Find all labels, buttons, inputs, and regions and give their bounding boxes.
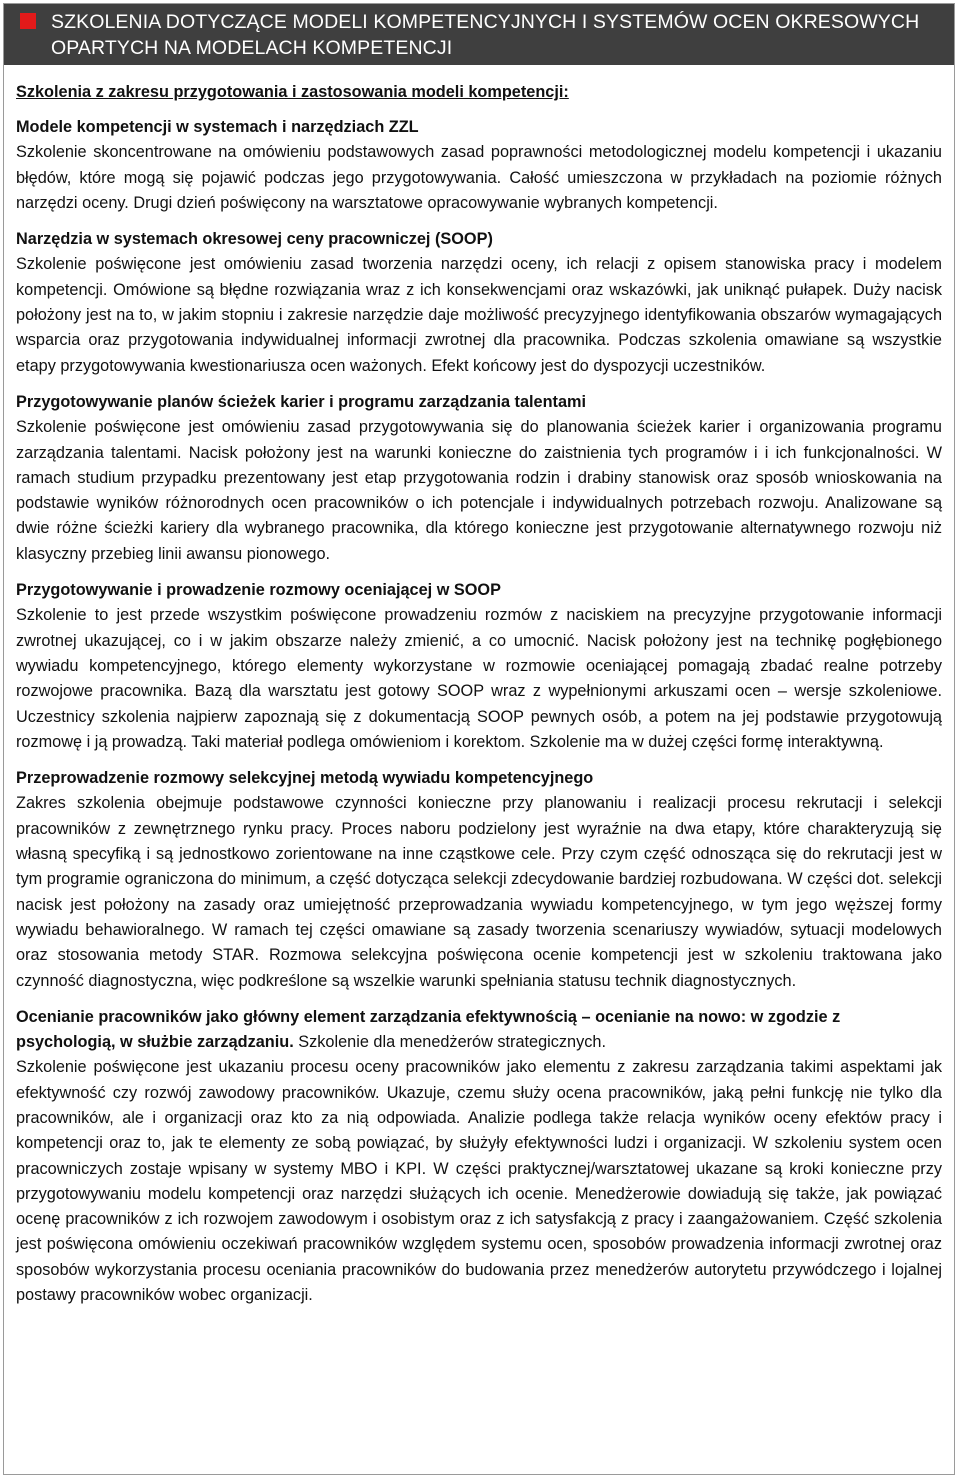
section-body: Szkolenie poświęcone jest ukazaniu procesu oceny pracowników jako elementu z zakresu zarządzania takimi aspektami jak efektywność czy rozwój zawodowy pracowników. Ukazuje, czemu służy ocena pracowników, jaką pełni funkcję nie tylko dla pracowników, ale i organizacji oraz kto za nią odpowiada. Analizie podlega także relacja wyników oceny efektów pracy i kompetencji oraz to, jak te elementy ze sobą powiązać, by służyły efektywności ludzi i organizacji. W szkoleniu system ocen pracowniczych zostaje wpisany w systemy MBO i KPI. W części praktycznej/warsztatowej ukazane są kroki konieczne przy przygotowywaniu modelu kompetencji oraz narzędzi służących ich ocenie. Menedżerowie dowiadują się także, jak powiązać ocenę pracowników z ich rozwojem zawodowym i osobistym oraz z ich satysfakcją z pracy i zaangażowaniem. Część szkolenia jest poświęcona omówieniu oczekiwań pracowników względem systemu ocen, sposobów prowadzenia informacji zwrotnej oraz sposobów wykorzystania procesu oceniania pracowników do budowania przez menedżerów autorytetu przywódczego i lojalnej postawy pracowników wobec organizacji. <box>16 1058 942 1305</box>
red-square-icon <box>20 13 36 29</box>
document-body <box>4 65 954 1308</box>
section-body: Szkolenie poświęcone jest omówieniu zasad przygotowywania się do planowania ścieżek karier i organizowania programu zarządzania talentami. Nacisk położony jest na warunki konieczne do zaistnienia tych programów i i ich funkcjonalności. W ramach studium przypadku prezentowany jest etap przygotowania rodzin i drabiny stanowisk oraz sposób wnioskowania na podstawie wyników różnorodnych ocen pracowników o ich potencjale i indywidualnych potrzebach rozwoju. Analizowane są dwie różne ścieżki kariery dla wybranego pracownika, dla którego konieczne jest przygotowanie alternatywnego rozwoju niż klasyczny przebieg linii awansu pionowego. <box>16 418 942 563</box>
section-title <box>16 1005 942 1056</box>
section-title-tail: Szkolenie dla menedżerów strategicznych. <box>293 1033 606 1052</box>
section-title: Przeprowadzenie rozmowy selekcyjnej metodą wywiadu kompetencyjnego <box>16 769 594 788</box>
section-ocenianie-pracownikow <box>16 1005 942 1309</box>
section-rozmowa-oceniajaca <box>16 578 942 755</box>
section-body: Szkolenie skoncentrowane na omówieniu podstawowych zasad poprawności metodologicznej modelu kompetencji i ukazaniu błędów, które mogą się pojawić podczas jego przygotowywania. Całość umieszczona w przykładach na poziomie różnych narzędzi oceny. Drugi dzień poświęcony na warsztatowe opracowywanie wybranych kompetencji. <box>16 143 942 212</box>
document-page <box>3 3 955 1475</box>
section-rozmowa-selekcyjna <box>16 766 942 994</box>
section-title: Przygotowywanie i prowadzenie rozmowy oceniającej w SOOP <box>16 581 501 600</box>
intro-heading: Szkolenia z zakresu przygotowania i zastosowania modeli kompetencji: <box>16 83 569 101</box>
section-body: Szkolenie to jest przede wszystkim poświęcone prowadzeniu rozmów z naciskiem na precyzyjne przygotowanie informacji zwrotnej ukazującej, co i w jakim obszarze należy zmienić, a co umocnić. Nacisk położony jest na technikę pogłębionego wywiadu kompetencyjnego, którego elementy wykorzystane w rozmowie oceniającej pomagają zbadać realne potrzeby rozwojowe pracownika. Bazą dla warsztatu jest gotowy SOOP wraz z wypełnionymi arkuszami ocen – wersje szkoleniowe. Uczestnicy szkolenia najpierw zapoznają się z dokumentacją SOOP pewnych osób, a potem na jej podstawie przygotowują rozmowę i ją prowadzą. Taki materiał podlega omówieniom i korektom. Szkolenie ma w dużej części formę interaktywną. <box>16 606 942 751</box>
document-header <box>4 4 954 65</box>
section-narzedzia-soop <box>16 227 942 379</box>
document-title: SZKOLENIA DOTYCZĄCE MODELI KOMPETENCYJNYCH I SYSTEMÓW OCEN OKRESOWYCH OPARTYCH NA MODELACH KOMPETENCJI <box>51 11 920 59</box>
section-title-main: Ocenianie pracowników jako główny element zarządzania efektywnością – ocenianie na nowo: w zgodzie z psychologią, w służbie zarządzaniu. <box>16 1007 841 1052</box>
section-body: Szkolenie poświęcone jest omówieniu zasad tworzenia narzędzi oceny, ich relacji z opisem stanowiska pracy i modelem kompetencji. Omówione są błędne rozwiązania wraz z ich konsekwencjami oraz wskazówki, jak uniknąć pułapek. Duży nacisk położony jest na to, w jakim stopniu i zakresie narzędzie daje możliwość precyzyjnego identyfikowania obszarów wymagających wsparcia oraz przygotowania indywidualnej informacji zwrotnej dla pracownika. Podczas szkolenia omawiane są wszystkie etapy przygotowywania kwestionariusza ocen ważonych. Efekt końcowy jest do dyspozycji uczestników. <box>16 255 942 375</box>
section-title: Narzędzia w systemach okresowej ceny pracowniczej (SOOP) <box>16 230 493 249</box>
section-sciezki-karier <box>16 390 942 567</box>
section-body: Zakres szkolenia obejmuje podstawowe czynności konieczne przy planowaniu i realizacji procesu rekrutacji i selekcji pracowników z zewnętrznego rynku pracy. Proces naboru podzielony jest wyraźnie na dwa etapy, które charakteryzują się własną specyfiką i są jednostkowo zorientowane na inne cząstkowe cele. Przy czym część odnosząca się do rekrutacji jest w tym programie ograniczona do minimum, a część dotycząca selekcji zdecydowanie bardziej rozbudowana. W części dot. selekcji nacisk jest położony na zasady oraz umiejętność przeprowadzania wywiadu kompetencyjnego, w tym jego węższej formy wywiadu behawioralnego. W ramach tej części omawiane są zasady tworzenia scenariuszy wywiadów, sytuacji modelowych oraz stosowania metody STAR. Rozmowa selekcyjna poświęcona ocenie kompetencji jest w szkoleniu traktowana jako czynność diagnostyczna, więc podkreślone są wszelkie warunki spełniania statusu technik diagnostycznych. <box>16 794 942 990</box>
section-modele-kompetencji <box>16 115 942 216</box>
section-title: Przygotowywanie planów ścieżek karier i programu zarządzania talentami <box>16 392 587 411</box>
section-title: Modele kompetencji w systemach i narzędziach ZZL <box>16 118 419 136</box>
